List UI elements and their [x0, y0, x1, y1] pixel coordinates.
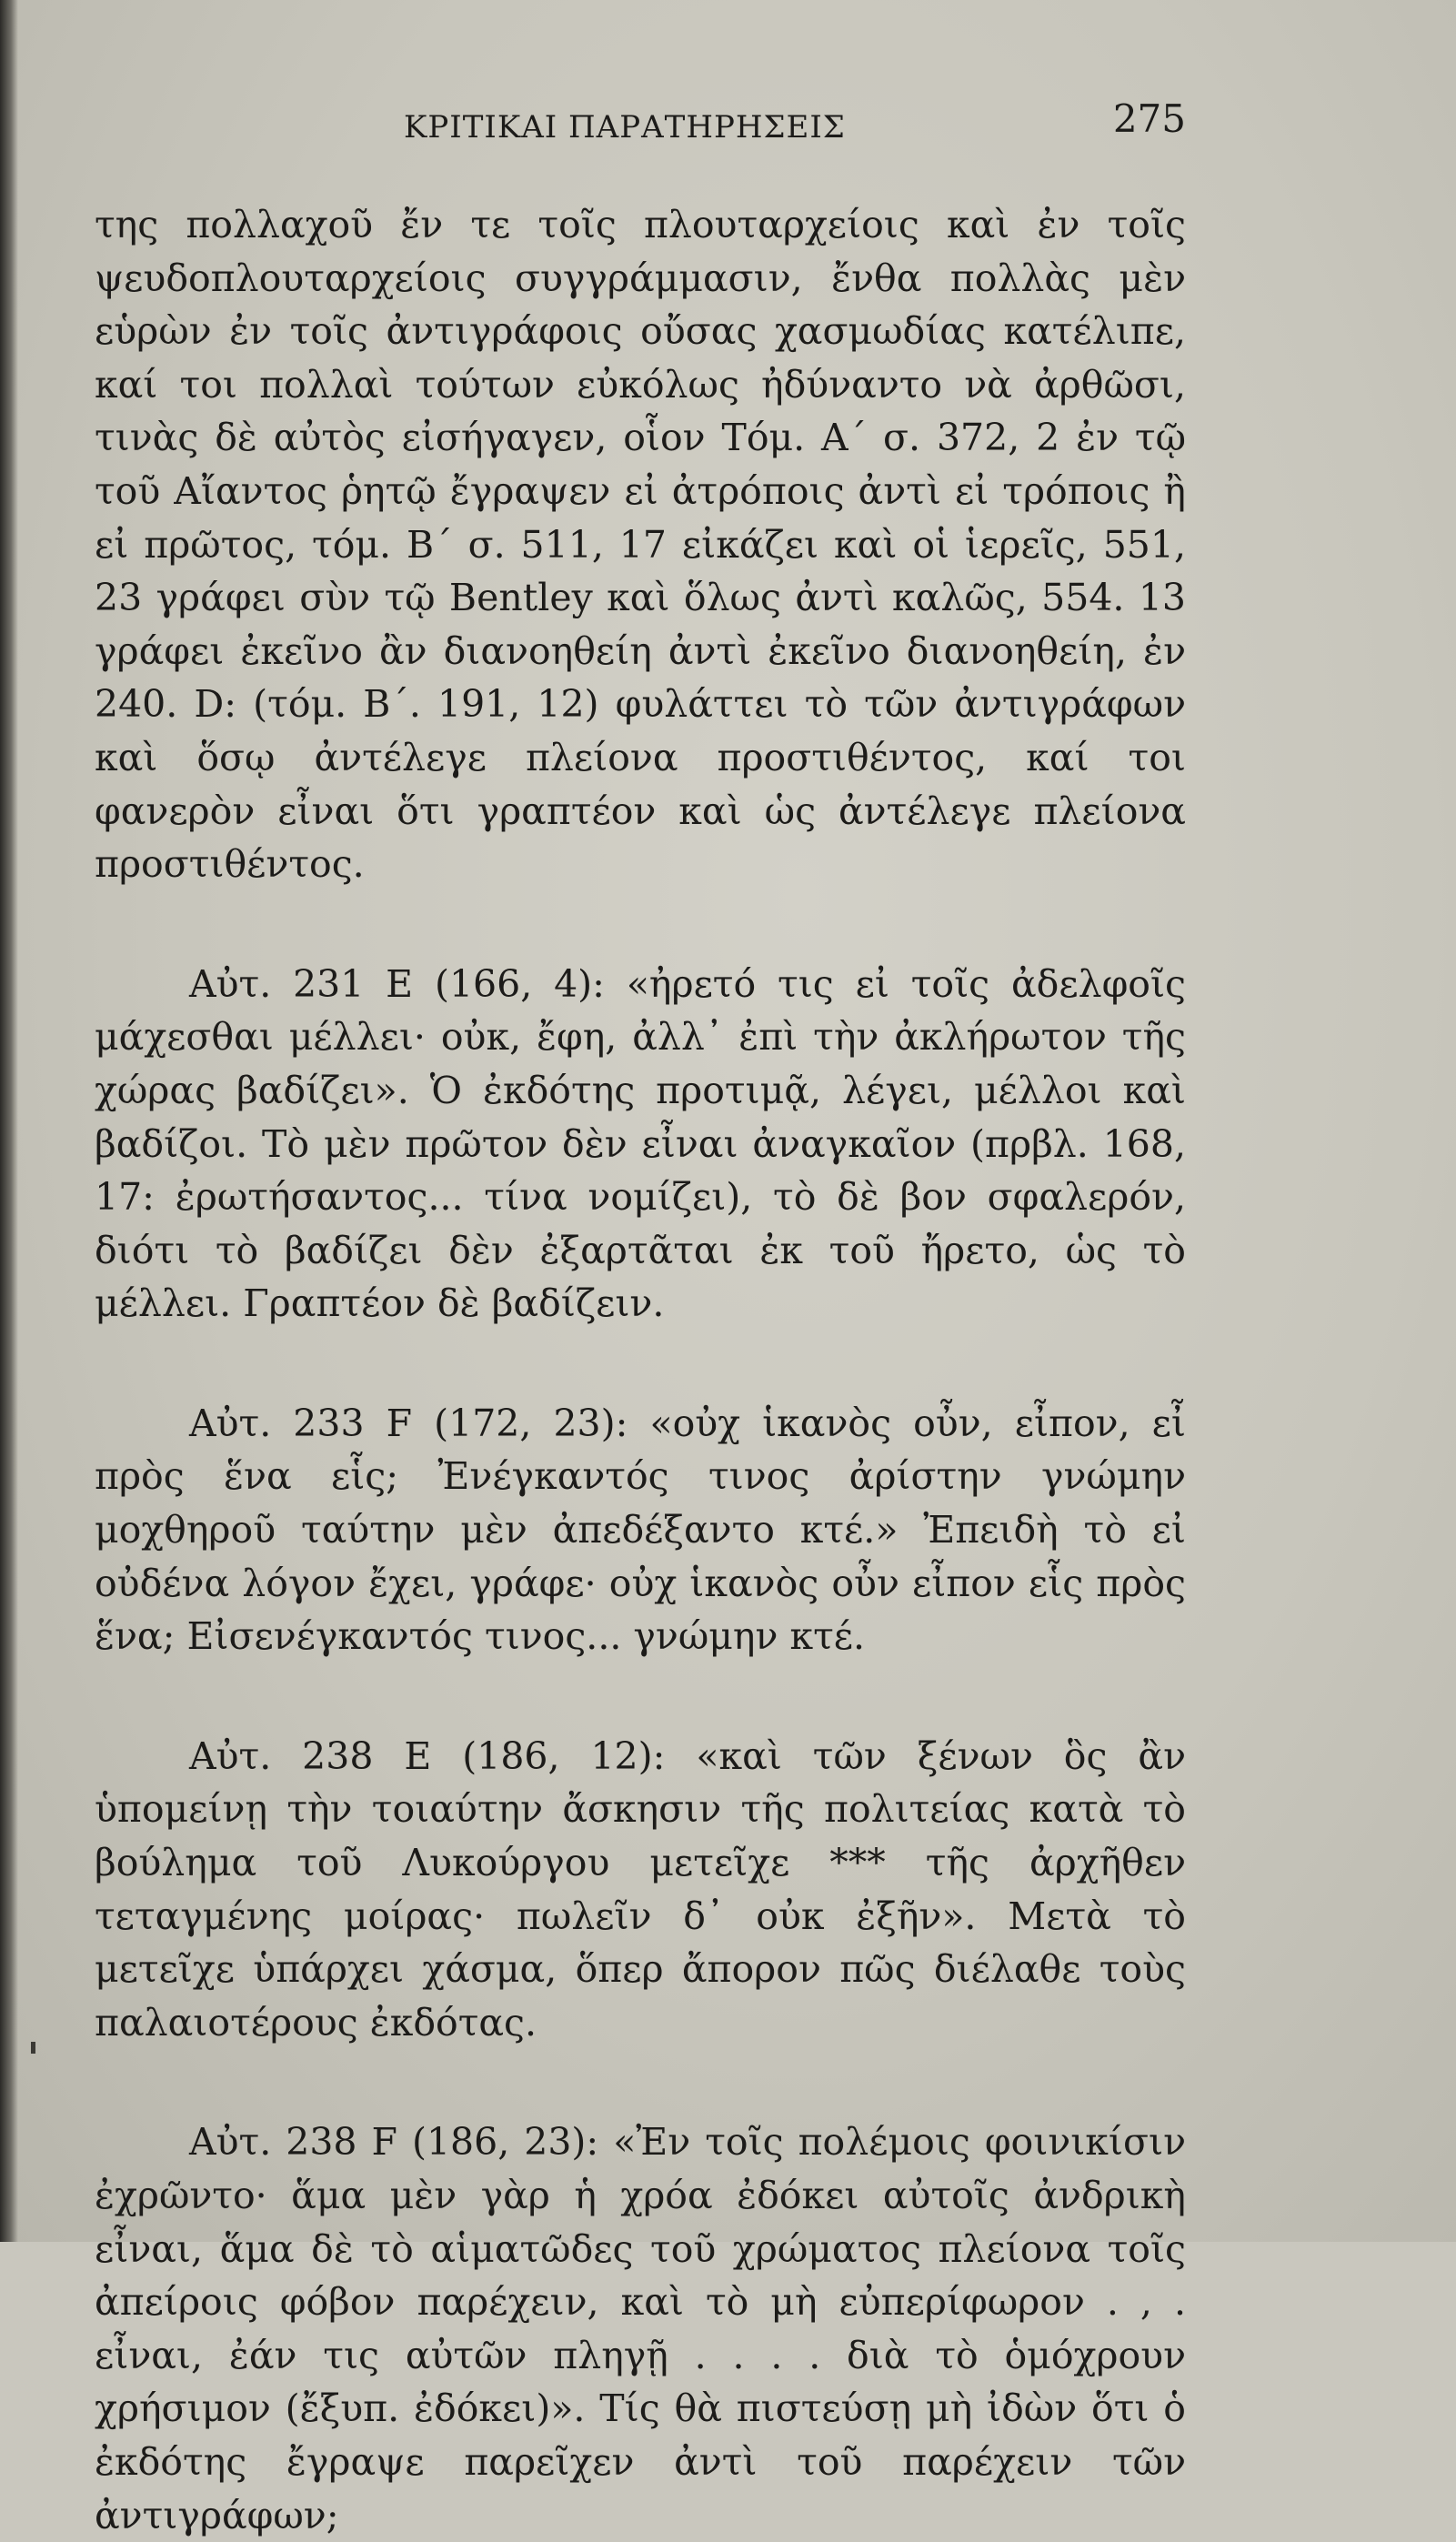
binding-shadow	[0, 0, 18, 2242]
page-number: 275	[1112, 96, 1186, 141]
paragraph-gap	[95, 1663, 1186, 1730]
book-page	[95, 95, 1186, 2542]
paragraph-entry-238e: Αὐτ. 238 Ε (186, 12): «καὶ τῶν ξένων ὃς ἂν ὑπομείνῃ τὴν τοιαύτην ἄσκησιν τῆς πολιτείας κατὰ τὸ βούλημα τοῦ Λυκούργου μετεῖχε *** τῆς ἀρχῆθεν τεταγμένης μοίρας· πωλεῖν δ᾽ οὐκ ἐξῆν». Μετὰ τὸ μετεῖχε ὑπάρχει χάσμα, ὅπερ ἄπορον πῶς διέλαθε τοὺς παλαιοτέρους ἐκδότας.	[95, 1733, 1186, 2045]
paragraph-gap	[95, 891, 1186, 958]
paragraph-gap	[95, 1331, 1186, 1397]
body-text	[95, 198, 1186, 2542]
paragraph-gap	[95, 2049, 1186, 2115]
running-title: ΚΡΙΤΙΚΑΙ ΠΑΡΑΤΗΡΗΣΕΙΣ	[404, 109, 846, 146]
paragraph-continuation: της πολλαχοῦ ἔν τε τοῖς πλουταρχείοις καὶ ἐν τοῖς ψευδοπλουταρχείοις συγγράμμασιν, ἔνθα πολλὰς μὲν εὑρὼν ἐν τοῖς ἀντιγράφοις οὔσας χασμωδίας κατέλιπε, καί τοι πολλαὶ τούτων εὐκόλως ἠδύναντο νὰ ἀρθῶσι, τινὰς δὲ αὐτὸς εἰσήγαγεν, οἷον Τόμ. Α΄ σ. 372, 2 ἐν τῷ τοῦ Αἴαντος ῥητῷ ἔγραψεν εἰ ἀτρόποις ἀντὶ εἰ τρόποις ἢ εἰ πρῶτος, τόμ. Β΄ σ. 511, 17 εἰκάζει καὶ οἱ ἱερεῖς, 551, 23 γράφει σὺν τῷ Bentley καὶ ὅλως ἀντὶ καλῶς, 554. 13 γράφει ἐκεῖνο ἂν διανοηθείη ἀντὶ ἐκεῖνο διανοηθείη, ἐν 240. D: (τόμ. Β΄. 191, 12) φυλάττει τὸ τῶν ἀντιγράφων καὶ ὅσῳ ἀντέλεγε πλείονα προστιθέντος, καί τοι φανερὸν εἶναι ὅτι γραπτέον καὶ ὡς ἀντέλεγε πλείονα προστιθέντος.	[95, 203, 1186, 887]
paragraph-entry-233f: Αὐτ. 233 F (172, 23): «οὐχ ἱκανὸς οὖν, εἶπον, εἶ πρὸς ἕνα εἷς; Ἐνέγκαντός τινος ἀρίστην γνώμην μοχθηροῦ ταύτην μὲν ἀπεδέξαντο κτέ.» Ἐπειδὴ τὸ εἰ οὐδένα λόγον ἔχει, γράφε· οὐχ ἱκανὸς οὖν εἶπον εἷς πρὸς ἕνα; Εἰσενέγκαντός τινος... γνώμην κτέ.	[95, 1401, 1186, 1659]
running-head	[95, 95, 1186, 167]
paragraph-entry-238f: Αὐτ. 238 F (186, 23): «Ἐν τοῖς πολέμοις φοινικίσιν ἐχρῶντο· ἅμα μὲν γὰρ ἡ χρόα ἐδόκει αὐτοῖς ἀνδρικὴ εἶναι, ἅμα δὲ τὸ αἱματῶδες τοῦ χρώματος πλείονα τοῖς ἀπείροις φόβον παρέχειν, καὶ τὸ μὴ εὐπερίφωρον . , . εἶναι, ἐάν τις αὐτῶν πληγῇ . . . . διὰ τὸ ὁμόχρουν χρήσιμον (ἔξυπ. ἐδόκει)». Τίς θὰ πιστεύσῃ μὴ ἰδὼν ὅτι ὁ ἐκδότης ἔγραψε παρεῖχεν ἀντὶ τοῦ παρέχειν τῶν ἀντιγράφων;	[95, 2120, 1186, 2537]
margin-mark	[31, 2042, 35, 2054]
paragraph-entry-231e: Αὐτ. 231 Ε (166, 4): «ἠρετό τις εἰ τοῖς ἀδελφοῖς μάχεσθαι μέλλει· οὐκ, ἔφη, ἀλλ᾽ ἐπὶ τὴν ἀκλήρωτον τῆς χώρας βαδίζει». Ὁ ἐκδότης προτιμᾷ, λέγει, μέλλοι καὶ βαδίζοι. Τὸ μὲν πρῶτον δὲν εἶναι ἀναγκαῖον (πρβλ. 168, 17: ἐρωτήσαντος... τίνα νομίζει), τὸ δὲ βον σφαλερόν, διότι τὸ βαδίζει δὲν ἐξαρτᾶται ἐκ τοῦ ἤρετο, ὡς τὸ μέλλει. Γραπτέον δὲ βαδίζειν.	[95, 961, 1186, 1326]
